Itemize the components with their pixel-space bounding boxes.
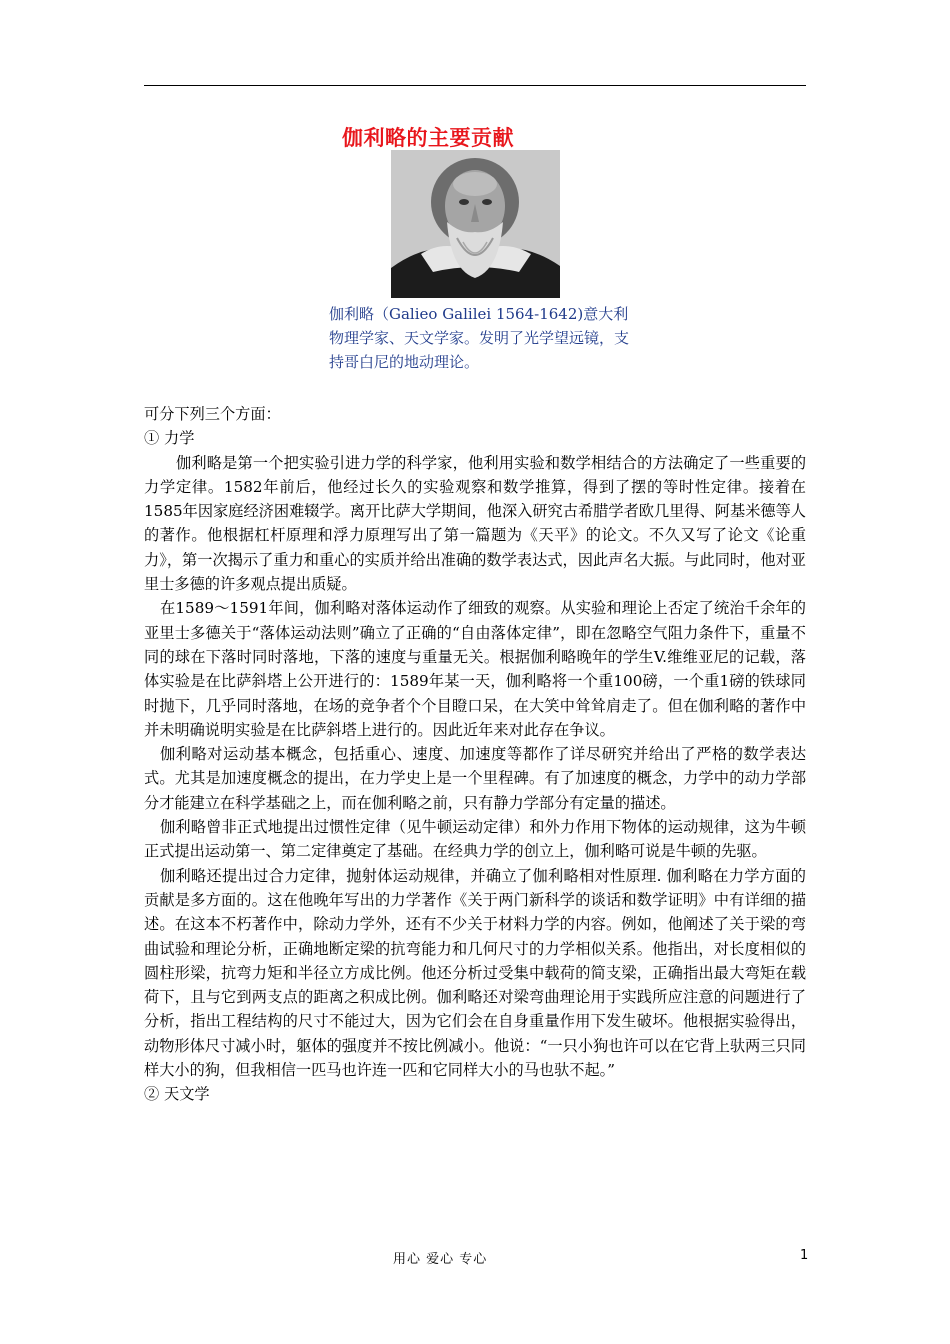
portrait-caption: 伽利略（Galieo Galilei 1564-1642)意大利物理学家、天文学家。发明了光学望远镜，支持哥白尼的地动理论。 [329,305,630,371]
paragraph: 伽利略对运动基本概念，包括重心、速度、加速度等都作了详尽研究并给出了严格的数学表达式。尤其是加速度概念的提出，在力学史上是一个里程碑。有了加速度的概念，力学中的动力学部分才能建立在科学基础之上，而在伽利略之前，只有静力学部分有定量的描述。 [144,745,806,812]
section-heading-astronomy: ② 天文学 [144,1085,210,1104]
paragraph: 在1589～1591年间，伽利略对落体运动作了细致的观察。从实验和理论上否定了统治千余年的亚里士多德关于“落体运动法则”确立了正确的“自由落体定律”，即在忽略空气阻力条件下，重量不同的球在下落时同时落地，下落的速度与重量无关。根据伽利略晚年的学生V.维维亚尼的记载，落体实验是在比萨斜塔上公开进行的：1589年某一天，伽利略将一个重100磅，一个重1磅的铁球同时抛下，几乎同时落地，在场的竞争者个个目瞪口呆，在大笑中耸耸肩走了。但在伽利略的著作中并未明确说明实验是在比萨斜塔上进行的。因此近年来对此存在争议。 [144,599,806,739]
footer-motto: 用心 爱心 专心 [393,1252,488,1267]
paragraph: 伽利略还提出过合力定律，抛射体运动规律，并确立了伽利略相对性原理. 伽利略在力学方面的贡献是多方面的。这在他晚年写出的力学著作《关于两门新科学的谈话和数学证明》中有详细的描述。在这本不朽著作中，除动力学外，还有不少关于材料力学的内容。例如，他阐述了关于梁的弯曲试验和理论分析，正确地断定梁的抗弯能力和几何尺寸的力学相似关系。他指出，对长度相似的圆柱形梁，抗弯力矩和半径立方成比例。他还分析过受集中载荷的简支梁，正确指出最大弯矩在载荷下，且与它到两支点的距离之积成比例。伽利略还对梁弯曲理论用于实践所应注意的问题进行了分析，指出工程结构的尺寸不能过大，因为它们会在自身重量作用下发生破坏。他根据实验得出，动物形体尺寸减小时，躯体的强度并不按比例减小。他说：“一只小狗也许可以在它背上驮两三只同样大小的狗，但我相信一匹马也许连一匹和它同样大小的马也驮不起。” [144,866,806,1080]
galileo-portrait [391,150,560,298]
intro-line: 可分下列三个方面： [144,405,281,423]
paragraph: 伽利略曾非正式地提出过惯性定律（见牛顿运动定律）和外力作用下物体的运动规律，这为牛顿正式提出运动第一、第二定律奠定了基础。在经典力学的创立上，伽利略可说是牛顿的先驱。 [144,818,806,861]
section-heading-mechanics: ① 力学 [144,429,195,448]
header-rule [144,85,806,86]
paragraph: 伽利略是第一个把实验引进力学的科学家，他利用实验和数学相结合的方法确定了一些重要的力学定律。1582年前后，他经过长久的实验观察和数学推算，得到了摆的等时性定律。接着在1585年因家庭经济困难辍学。离开比萨大学期间，他深入研究古希腊学者欧几里得、阿基米德等人的著作。他根据杠杆原理和浮力原理写出了第一篇题为《天平》的论文。不久又写了论文《论重力》，第一次揭示了重力和重心的实质并给出准确的数学表达式，因此声名大振。与此同时，他对亚里士多德的许多观点提出质疑。 [144,453,806,594]
page-title: 伽利略的主要贡献 [342,126,514,150]
page-number: 1 [800,1248,809,1263]
article-body [144,402,806,1107]
